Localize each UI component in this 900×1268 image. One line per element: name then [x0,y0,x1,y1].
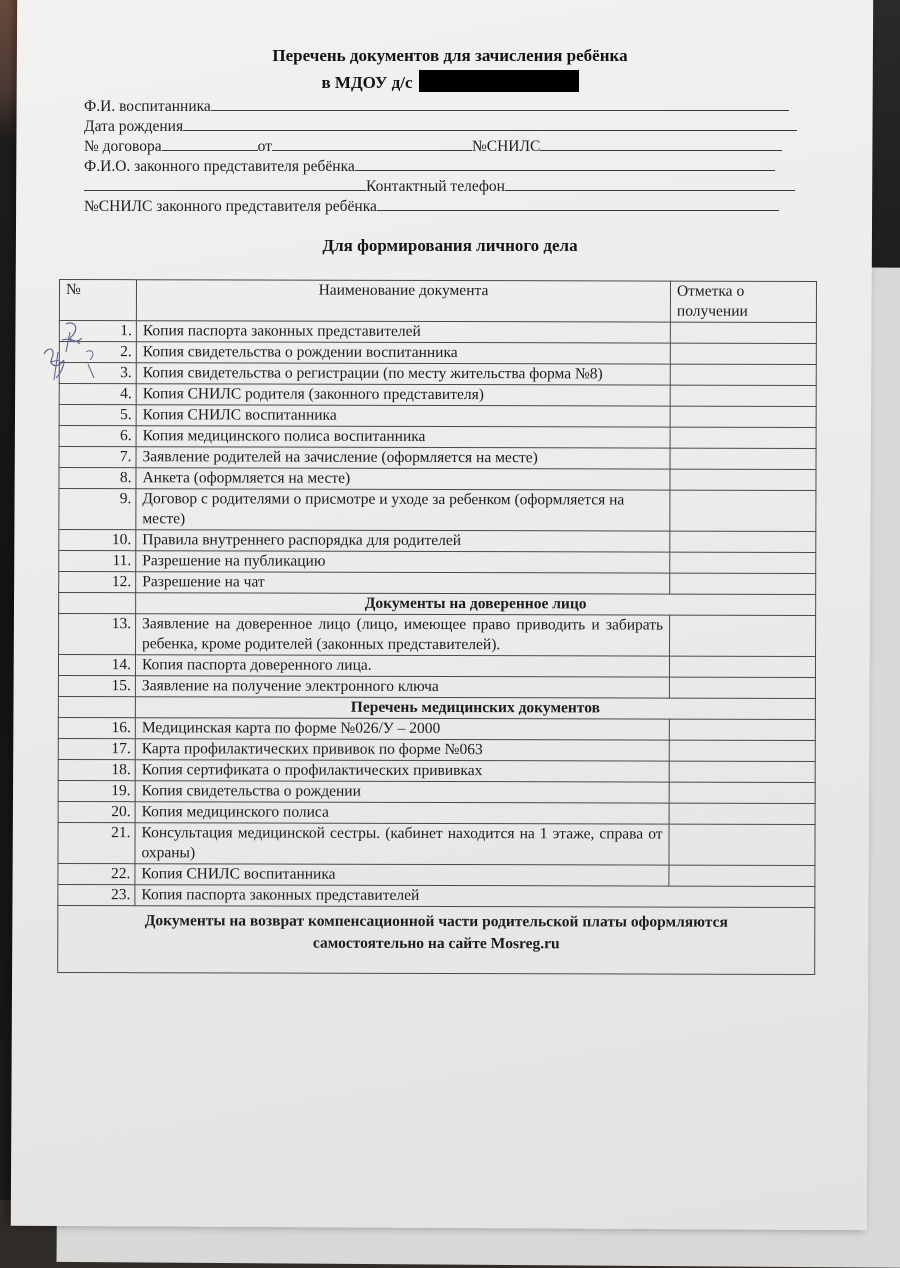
row-document: Анкета (оформляется на месте) [136,468,670,490]
row-number: 23. [58,884,135,905]
row-number: 7. [59,447,136,468]
field-label: Ф.И.О. законного представителя ребёнка [84,158,355,175]
row-document: Карта профилактических прививок по форме №063 [135,739,669,761]
table-row [59,551,816,574]
field-label: от [257,138,272,155]
row-mark-cell[interactable] [670,364,816,385]
table-row [59,363,816,386]
section-trusted-title: Документы на доверенное лицо [136,593,816,616]
footer-row [58,905,815,974]
field-label: №СНИЛС [471,138,541,155]
row-mark-cell[interactable] [670,385,816,406]
row-mark-cell[interactable] [669,740,815,761]
row-number: 4. [59,384,136,405]
row-document: Копия свидетельства о рождении воспитанника [136,342,670,364]
row-mark-cell[interactable] [669,803,815,824]
row-mark-cell[interactable] [669,824,815,865]
footer-note-line1: Документы на возврат компенсационной части родительской платы оформляются [144,912,728,931]
row-document: Копия свидетельства о регистрации (по месту жительства форма №8) [136,363,670,385]
row-number: 12. [59,572,136,593]
field-child-name [84,96,789,116]
row-mark-cell[interactable] [670,343,816,364]
table-row [58,717,815,740]
row-number: 15. [58,675,135,696]
row-document: Копия сертификата о профилактических прививках [135,760,669,782]
footer-note [58,905,815,974]
row-mark-cell[interactable] [670,490,816,531]
row-number: 20. [58,801,135,822]
section-header-row [59,593,816,616]
table-row [58,801,815,824]
row-document: Копия СНИЛС воспитанника [135,864,669,886]
contract-number-line[interactable] [162,136,258,151]
row-document: Копия СНИЛС родителя (законного представителя) [136,384,670,406]
row-number: 21. [58,822,135,863]
row-document: Заявление на получение электронного ключа [135,676,669,698]
guardian-name-continued-line[interactable] [84,176,366,191]
row-document: Разрешение на публикацию [136,551,670,573]
table-row [59,489,816,532]
table-row [59,447,816,470]
table-row [58,884,815,907]
table-row [58,655,815,678]
table-row [58,863,815,886]
row-number: 22. [58,863,135,884]
row-document: Медицинская карта по форме №026/У – 2000 [135,718,669,740]
table-row [58,780,815,803]
header-document-name: Наименование документа [136,280,670,322]
field-label: Дата рождения [84,118,184,135]
document-title: Перечень документов для зачисления ребёнка [272,46,628,65]
row-mark-cell[interactable] [670,573,816,594]
row-mark-cell[interactable] [669,761,815,782]
row-mark-cell[interactable] [670,469,816,490]
documents-table [57,279,817,975]
row-mark-cell[interactable] [669,677,815,698]
table-row [58,675,815,698]
row-document: Заявление на доверенное лицо (лицо, имеющее право приводить и забирать ребенка, кроме родителей (законных представителей). [136,614,670,656]
section-number-cell [59,593,136,614]
row-number: 13. [59,614,136,655]
field-phone [84,176,795,196]
birth-date-line[interactable] [183,116,797,131]
phone-line[interactable] [505,176,795,191]
row-mark-cell[interactable] [669,865,815,886]
row-mark-cell[interactable] [670,448,816,469]
handwritten-marks [36,318,106,398]
document-title-line2 [0,70,900,93]
row-mark-cell[interactable] [670,615,816,656]
row-document: Договор с родителями о присмотре и уходе за ребенком (оформляется на месте) [136,489,670,531]
row-number: 16. [58,717,135,738]
table-row [59,321,816,344]
field-label: № договора [84,138,162,155]
row-document: Копия СНИЛС воспитанника [136,405,670,427]
row-number: 5. [59,405,136,426]
header-number: № [59,280,136,321]
row-number: 14. [58,655,135,676]
section-number-cell [58,696,135,717]
row-number: 3. [59,363,136,384]
section-header-row [58,696,815,719]
row-mark-cell[interactable] [669,656,815,677]
table-header-row [59,280,816,323]
table-row [59,342,816,365]
field-contract [84,136,782,156]
row-mark-cell[interactable] [669,719,815,740]
contract-date-line[interactable] [272,136,472,151]
row-number: 8. [59,468,136,489]
kindergarten-label: в МДОУ д/с [321,73,413,92]
row-number: 17. [58,738,135,759]
row-document: Копия паспорта законных представителей [136,321,670,343]
row-document: Копия медицинского полиса воспитанника [136,426,670,448]
section-medical-title: Перечень медицинских документов [135,697,815,720]
snils-line[interactable] [540,136,782,151]
table-row [59,614,816,657]
row-mark-cell[interactable] [669,782,815,803]
field-label: №СНИЛС законного представителя ребёнка [84,198,377,215]
field-birth-date [84,116,797,136]
section-title: Для формирования личного дела [322,236,578,255]
field-guardian-snils [84,196,779,216]
footer-note-line2: самостоятельно на сайте Mosreg.ru [312,934,560,953]
row-document: Разрешение на чат [136,572,670,594]
row-document: Копия свидетельства о рождении [135,781,669,803]
row-document: Копия паспорта законных представителей [135,885,815,908]
row-number: 1. [59,321,136,342]
guardian-snils-line[interactable] [377,196,779,211]
row-document: Консультация медицинской сестры. (кабинет находится на 1 этаже, справа от охраны) [135,823,669,865]
table-row [59,384,816,407]
table-row [59,572,816,595]
row-number: 19. [58,780,135,801]
row-document: Заявление родителей на зачисление (оформляется на месте) [136,447,670,469]
row-mark-cell[interactable] [670,322,816,343]
table-row [58,759,815,782]
row-document: Копия медицинского полиса [135,802,669,824]
table-row [59,405,816,428]
row-mark-cell[interactable] [670,406,816,427]
header-received-mark: Отметка о получении [670,281,816,322]
guardian-name-line[interactable] [355,156,775,171]
row-number: 6. [59,426,136,447]
table-row [58,738,815,761]
row-mark-cell[interactable] [670,552,816,573]
table-row [59,530,816,553]
row-number: 18. [58,759,135,780]
row-document: Правила внутреннего распорядка для родителей [136,530,670,552]
row-mark-cell[interactable] [670,531,816,552]
row-mark-cell[interactable] [670,427,816,448]
table-row [58,822,815,865]
field-label: Контактный телефон [366,178,505,195]
row-number: 11. [59,551,136,572]
field-label: Ф.И. воспитанника [84,98,211,115]
table-row [59,468,816,491]
row-number: 2. [59,342,136,363]
table-row [59,426,816,449]
row-number: 9. [59,489,136,530]
redaction-bar [419,70,579,92]
child-name-line[interactable] [211,96,789,111]
row-number: 10. [59,530,136,551]
field-guardian-name [84,156,775,176]
row-document: Копия паспорта доверенного лица. [135,655,669,677]
